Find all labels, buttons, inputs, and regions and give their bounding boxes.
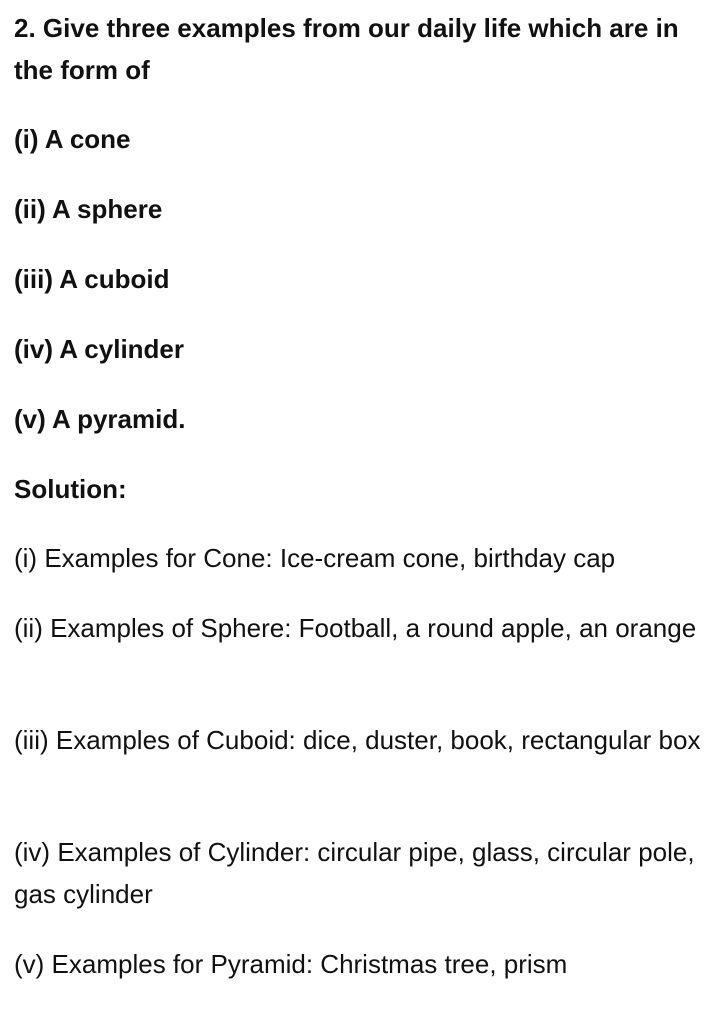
option-cone: (i) A cone: [14, 124, 131, 154]
solution-heading: Solution:: [14, 474, 127, 504]
option-cylinder: (iv) A cylinder: [14, 334, 185, 364]
answer-cone: (i) Examples for Cone: Ice-cream cone, birthday cap: [14, 543, 616, 573]
answer-pyramid: (v) Examples for Pyramid: Christmas tree, prism: [14, 949, 568, 979]
answer-sphere: (ii) Examples of Sphere: Football, a round apple, an orange: [14, 613, 697, 643]
question-title: 2. Give three examples from our daily life which are in the form of: [14, 13, 679, 85]
option-sphere: (ii) A sphere: [14, 194, 163, 224]
answer-cuboid: (iii) Examples of Cuboid: dice, duster, book, rectangular box: [14, 725, 701, 755]
option-pyramid: (v) A pyramid.: [14, 404, 186, 434]
option-cuboid: (iii) A cuboid: [14, 264, 170, 294]
answer-cylinder: (iv) Examples of Cylinder: circular pipe, glass, circular pole, gas cylinder: [14, 837, 695, 909]
